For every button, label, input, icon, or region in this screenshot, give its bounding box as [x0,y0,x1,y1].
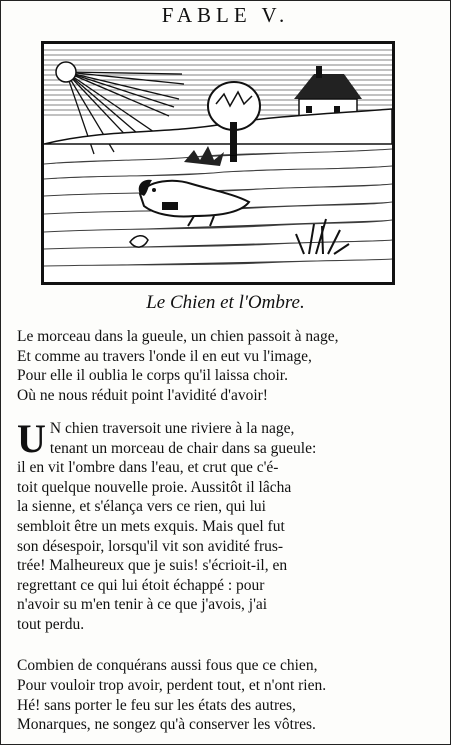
reflection-icon [130,236,148,247]
verse-line: Le morceau dans la gueule, un chien passoit à nage, [17,328,339,345]
verse-stanza [17,327,443,405]
moral-line: Hé! sans porter le feu sur les états des autres, [17,696,296,714]
prose-line: il en vit l'ombre dans l'eau, et crut que c'é- [17,459,279,477]
prose-line: tenant un morceau de chair dans sa gueule: [49,439,317,457]
prose-line: tout perdu. [17,615,85,633]
prose-line: son désespoir, lorsqu'il vit son avidité frus- [17,537,284,555]
fable-heading: FABLE V. [161,3,290,27]
moral-stanza [17,656,443,735]
sun-icon [56,62,76,82]
verse-line: Et comme au travers l'onde il en eut vu l'image, [17,347,312,365]
verse-line: Où ne nous réduit point l'avidité d'avoir! [17,386,268,404]
prose-line: trée! Malheureux que je suis! s'écrioit-il, en [17,557,288,575]
prose-line: regrettant ce qui lui étoit échappé : pour [17,576,265,594]
drop-cap: U [17,416,46,461]
prose-line: n'avoir su m'en tenir à ce que j'avois, j'ai [17,596,268,614]
moral-line: Combien de conquérans aussi fous que ce chien, [17,657,318,674]
moral-line: Monarques, ne songez qu'à conserver les vôtres. [17,716,316,734]
prose-paragraph [17,416,443,635]
woodcut-scene [44,44,392,282]
prose-line: N chien traversoit une riviere à la nage, [49,420,295,437]
prose-line: la sienne, et s'élança vers ce rien, qui lui [17,498,266,516]
prose-line: sembloit être un mets exquis. Mais quel fut [17,517,285,535]
fable-title: Le Chien et l'Ombre. [146,292,305,313]
moral-line: Pour vouloir trop avoir, perdent tout, et n'ont rien. [17,676,327,694]
woodcut-illustration [41,41,395,285]
verse-line: Pour elle il oublia le corps qu'il laissa choir. [17,367,288,384]
prose-line: toit quelque nouvelle proie. Aussitôt il lâcha [17,478,292,496]
dog-icon [139,180,249,226]
tree-icon [208,82,260,162]
